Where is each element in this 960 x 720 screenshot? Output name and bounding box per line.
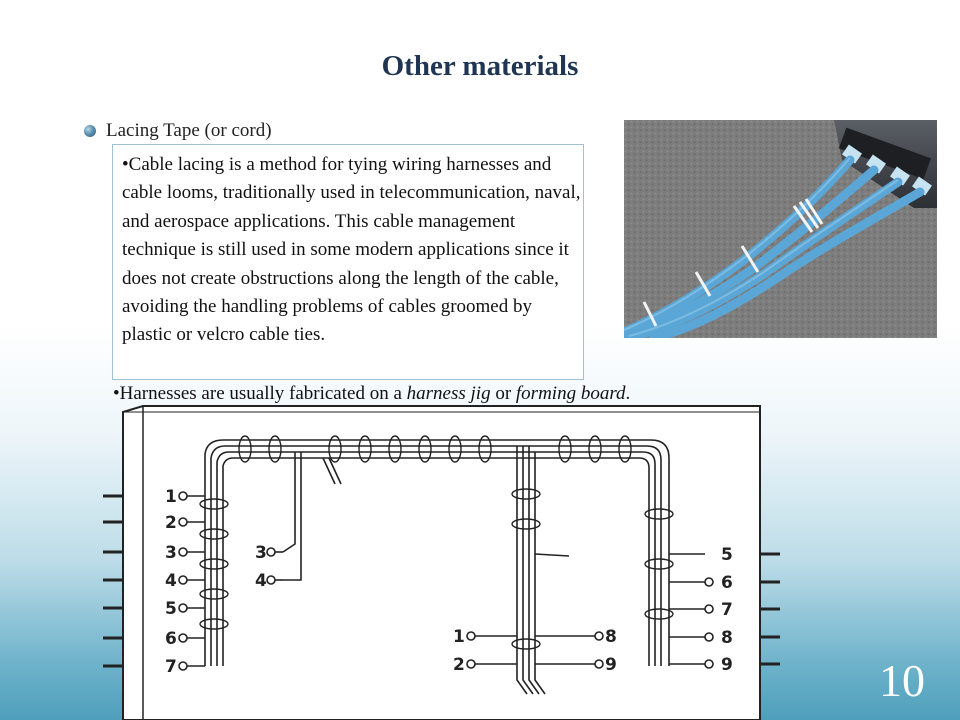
harness-note <box>113 383 630 405</box>
pin-label-left: 6 <box>165 629 177 649</box>
pin-label-inner: 3 <box>255 543 267 563</box>
pin-label-left: 2 <box>165 513 177 533</box>
harness-jig-term: harness jig <box>406 383 491 404</box>
pin-label-bottom-left: 1 <box>453 627 465 647</box>
page-number: 10 <box>879 655 925 706</box>
bullet-item <box>84 120 272 142</box>
pin-label-left: 5 <box>165 599 177 619</box>
pin-label-right: 6 <box>721 573 733 593</box>
harness-jig-diagram <box>95 404 790 720</box>
slide-title: Other materials <box>381 50 579 82</box>
pin-label-inner: 4 <box>255 571 267 591</box>
pin-label-left: 7 <box>165 657 177 677</box>
pin-label-right: 5 <box>721 545 733 565</box>
bullet-label: Lacing Tape (or cord) <box>106 120 272 141</box>
pin-label-bottom-left: 2 <box>453 655 465 675</box>
pin-label-bottom-right: 8 <box>605 627 617 647</box>
left-pegs <box>103 496 123 666</box>
description-box: •Cable lacing is a method for tying wiring harnesses and cable looms, traditionally used in telecommunication, naval, and aerospace applications. This cable management technique is still used in some modern applications since it does not create obstructions along the length of the cable, avoiding the handling problems of cables groomed by plastic or velcro cable ties. <box>112 144 584 380</box>
right-pegs <box>760 554 780 664</box>
pin-label-left: 4 <box>165 571 177 591</box>
harness-note-prefix: •Harnesses are usually fabricated on a <box>113 383 407 404</box>
forming-board-term: forming board <box>515 383 626 404</box>
pin-label-left: 1 <box>165 487 177 507</box>
pin-label-right: 8 <box>721 628 733 648</box>
cable-lacing-photo <box>624 120 937 338</box>
pin-label-bottom-right: 9 <box>605 655 617 675</box>
pin-label-right: 9 <box>721 655 733 675</box>
pin-label-right: 7 <box>721 600 733 620</box>
harness-note-middle: or <box>490 383 516 404</box>
bullet-icon <box>84 125 96 137</box>
harness-note-suffix: . <box>625 383 631 404</box>
pin-label-left: 3 <box>165 543 177 563</box>
